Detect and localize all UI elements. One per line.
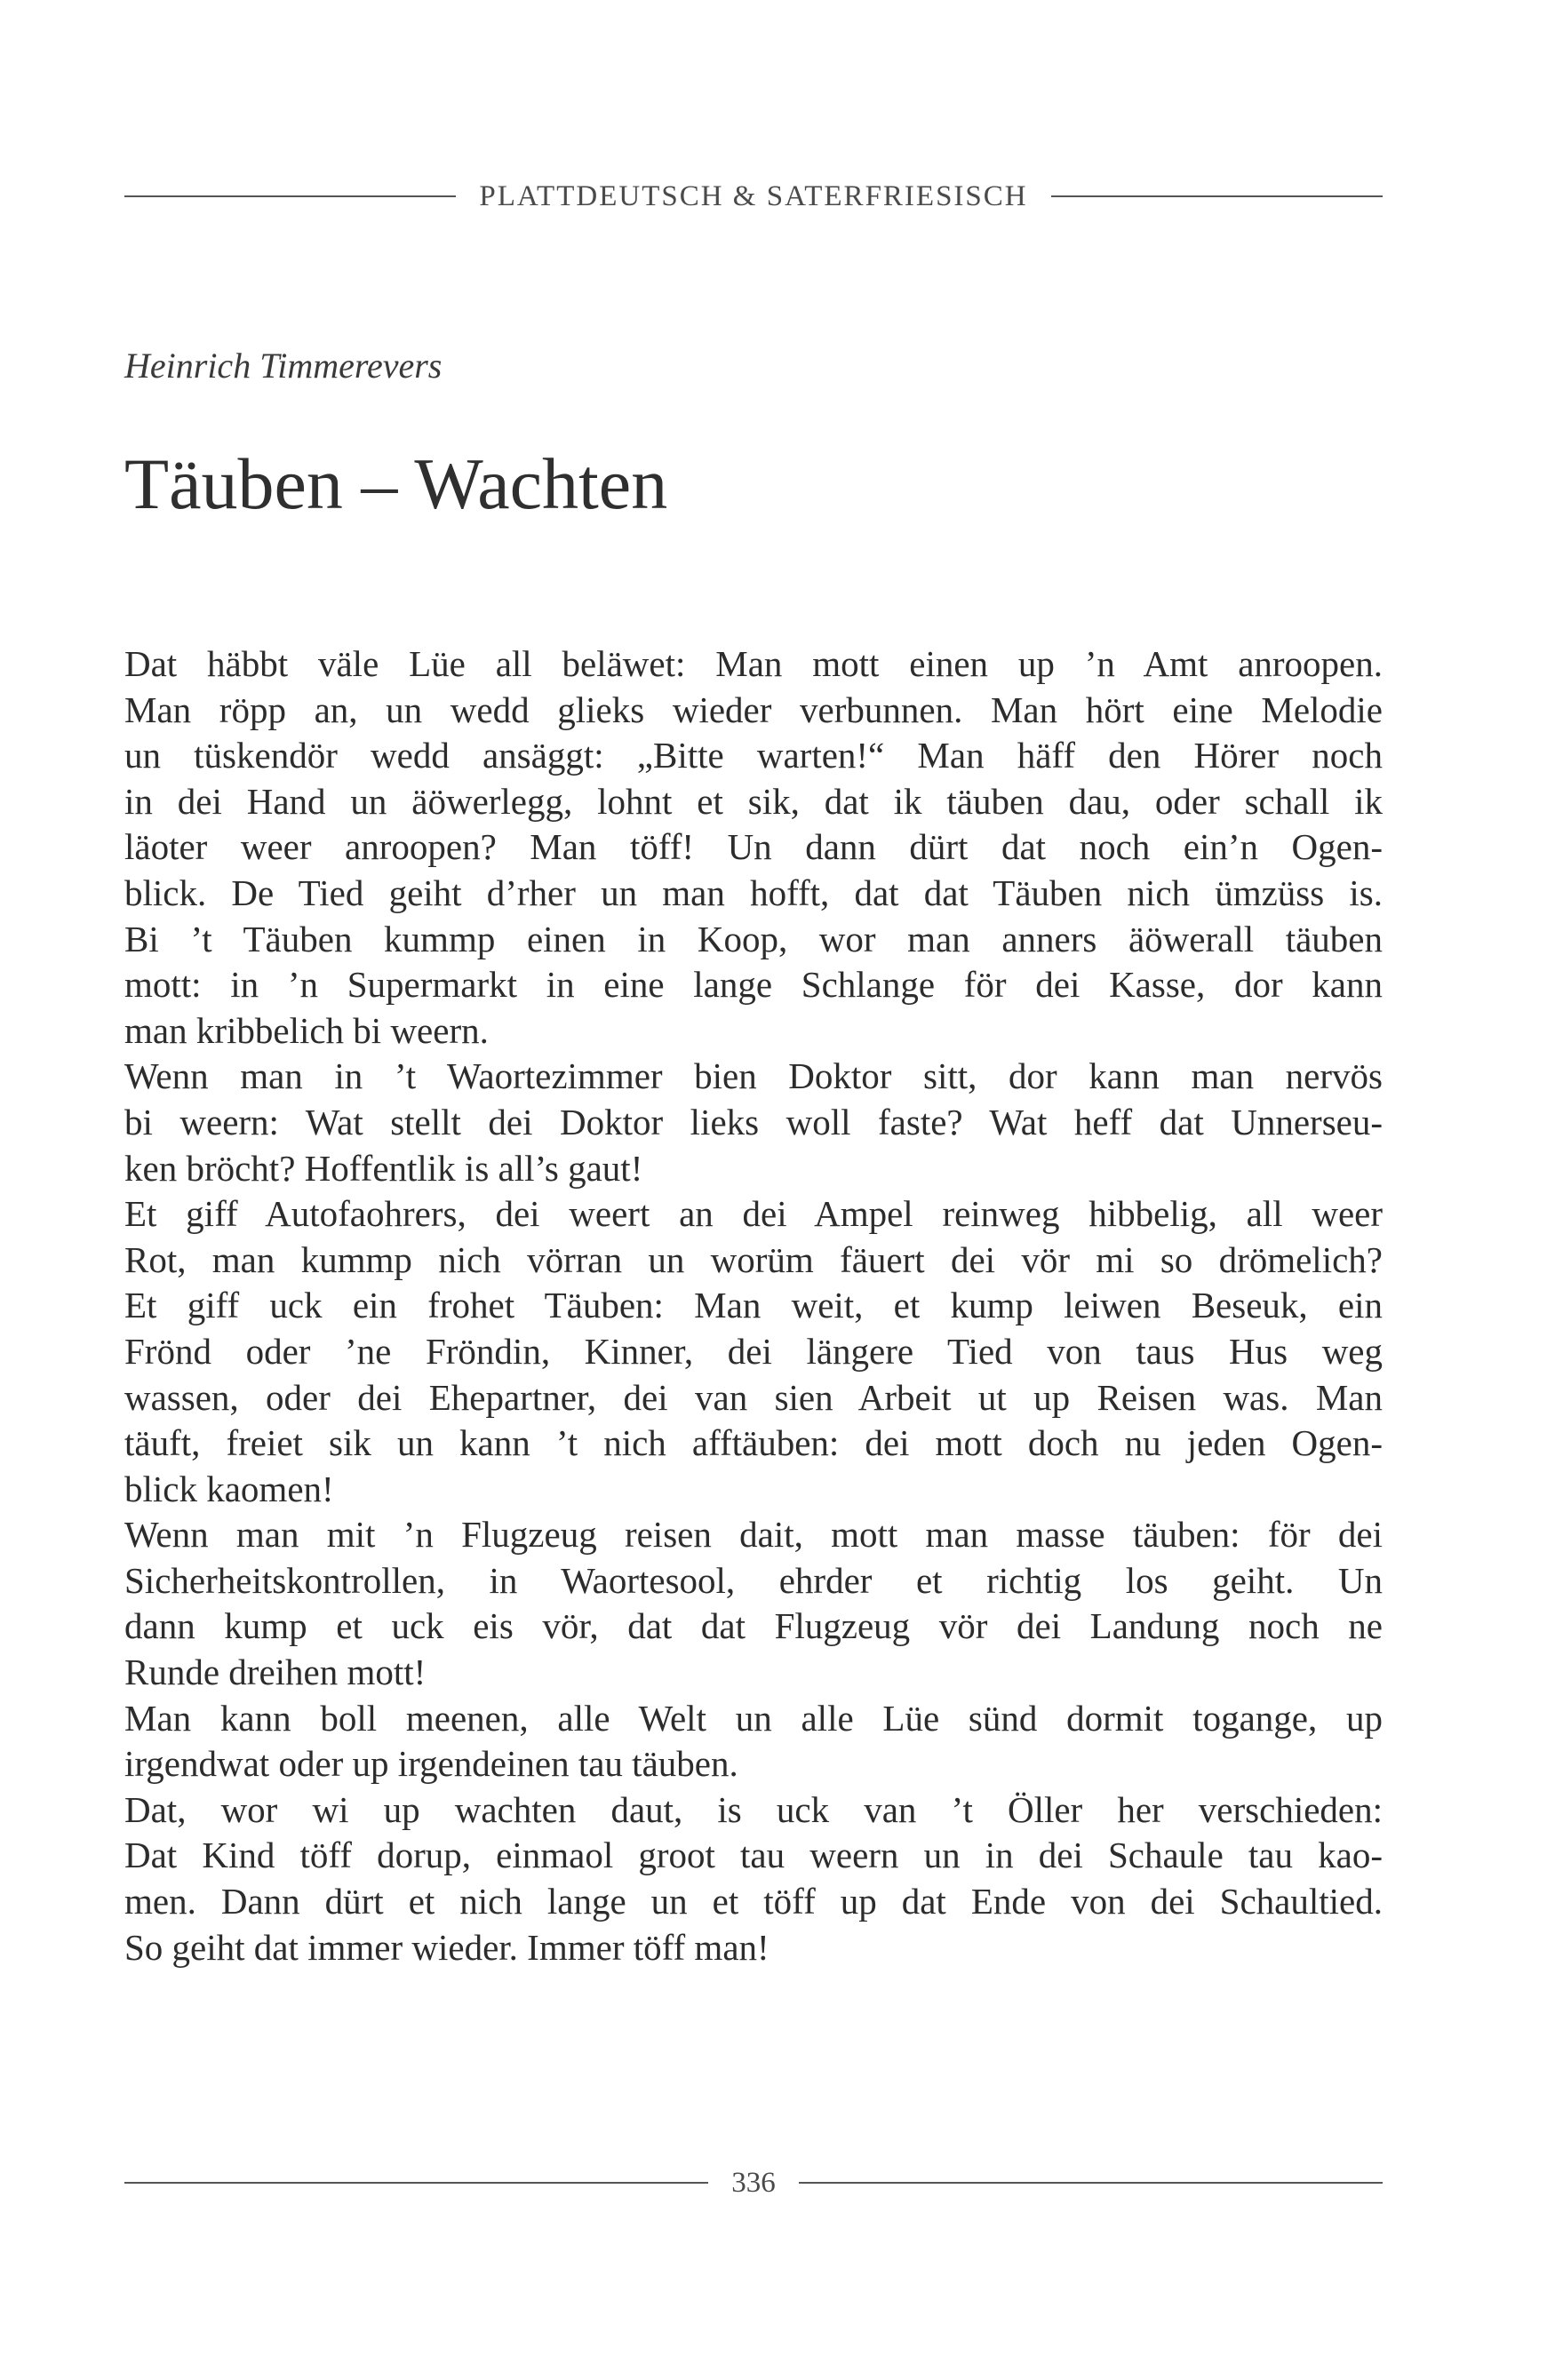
text-line: wassen, oder dei Ehepartner, dei van sien Arbeit ut up Reisen was. Man — [124, 1376, 1383, 1418]
text-line: So geiht dat immer wieder. Immer töff man! — [124, 1926, 770, 1968]
text-line: Dat, wor wi up wachten daut, is uck van ’t Öller her verschieden: — [124, 1788, 1383, 1830]
article-title: Täuben – Wachten — [124, 443, 668, 524]
text-line: Rot, man kummp nich vörran un worüm fäuert dei vör mi so drömelich? — [124, 1238, 1383, 1280]
header-rule-left — [124, 195, 456, 197]
text-line: dann kump et uck eis vör, dat dat Flugzeug vör dei Landung noch ne — [124, 1605, 1383, 1647]
text-line: Bi ’t Täuben kummp einen in Koop, wor man anners äöwerall täuben — [124, 918, 1383, 959]
text-line: Dat Kind töff dorup, einmaol groot tau weern un in dei Schaule tau kao- — [124, 1835, 1383, 1876]
text-line: Man röpp an, un wedd glieks wieder verbunnen. Man hört eine Melodie — [124, 689, 1383, 730]
text-line: blick. De Tied geiht d’rher un man hofft, dat dat Täuben nich ümzüss is. — [124, 872, 1383, 913]
header-rule-right — [1051, 195, 1383, 197]
author-name: Heinrich Timmerevers — [124, 346, 443, 386]
text-line: men. Dann dürt et nich lange un et töff up dat Ende von dei Schaultied. — [124, 1881, 1383, 1922]
text-line: un tüskendör wedd ansäggt: „Bitte warten!“ Man häff den Hörer noch — [124, 735, 1383, 776]
text-line: Runde dreihen mott! — [124, 1652, 427, 1693]
footer-rule-right — [799, 2182, 1383, 2184]
text-line: blick kaomen! — [124, 1468, 334, 1509]
text-line: Dat häbbt väle Lüe all beläwet: Man mott einen up ’n Amt anroopen. — [124, 643, 1383, 684]
page-number: 336 — [731, 2166, 776, 2199]
text-line: man kribbelich bi weern. — [124, 1009, 489, 1051]
text-line: läoter weer anroopen? Man töff! Un dann dürt dat noch ein’n Ogen- — [124, 826, 1383, 868]
footer-rule-left — [124, 2182, 708, 2184]
text-line: bi weern: Wat stellt dei Doktor lieks woll faste? Wat heff dat Unnerseu- — [124, 1101, 1383, 1142]
text-line: Et giff uck ein frohet Täuben: Man weit, et kump leiwen Beseuk, ein — [124, 1285, 1383, 1326]
text-line: ken bröcht? Hoffentlik is all’s gaut! — [124, 1147, 643, 1189]
running-header — [124, 174, 1383, 219]
page-footer — [124, 2161, 1383, 2205]
article-body — [124, 641, 1383, 1970]
text-line: Frönd oder ’ne Fröndin, Kinner, dei längere Tied von taus Hus weg — [124, 1330, 1383, 1372]
text-line: Wenn man in ’t Waortezimmer bien Doktor sitt, dor kann man nervös — [124, 1055, 1383, 1097]
text-line: Sicherheitskontrollen, in Waortesool, ehrder et richtig los geiht. Un — [124, 1559, 1383, 1601]
text-line: Et giff Autofaohrers, dei weert an dei Ampel reinweg hibbelig, all weer — [124, 1193, 1383, 1235]
text-line: irgendwat oder up irgendeinen tau täuben. — [124, 1743, 738, 1785]
running-title: PLATTDEUTSCH & SATERFRIESISCH — [479, 179, 1028, 212]
text-line: Man kann boll meenen, alle Welt un alle Lüe sünd dormit togange, up — [124, 1697, 1383, 1739]
text-line: in dei Hand un äöwerlegg, lohnt et sik, dat ik täuben dau, oder schall ik — [124, 780, 1383, 822]
text-line: Wenn man mit ’n Flugzeug reisen dait, mott man masse täuben: för dei — [124, 1514, 1383, 1556]
text-line: mott: in ’n Supermarkt in eine lange Schlange för dei Kasse, dor kann — [124, 964, 1383, 1006]
text-line: täuft, freiet sik un kann ’t nich afftäuben: dei mott doch nu jeden Ogen- — [124, 1422, 1383, 1464]
